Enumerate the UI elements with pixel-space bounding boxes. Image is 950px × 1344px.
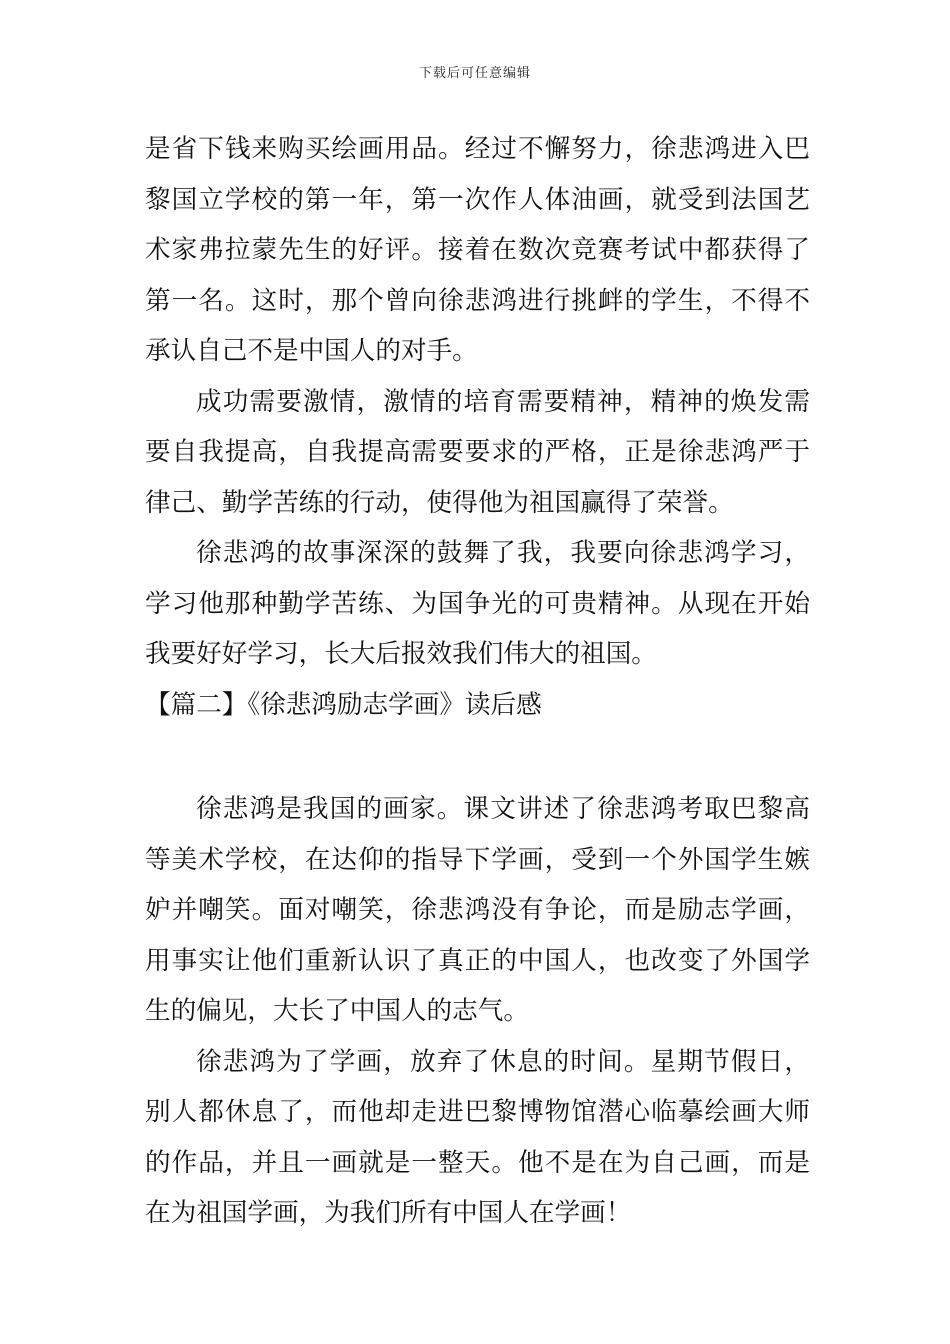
section-title: 【篇二】《徐悲鸿励志学画》读后感 [145,689,542,720]
paragraph-1: 是省下钱来购买绘画用品。经过不懈努力，徐悲鸿进入巴黎国立学校的第一年，第一次作人体油画，就受到法国艺术家弗拉蒙先生的好评。接着在数次竞赛考试中都获得了第一名。这时，那个曾向徐悲鸿进行挑衅的学生，不得不承认自己不是中国人的对手。 [145,134,810,366]
document-body [145,124,810,1239]
paragraph-3: 徐悲鸿的故事深深的鼓舞了我，我要向徐悲鸿学习，学习他那种勤学苦练、为国争光的可贵精神。从现在开始我要好好学习，长大后报效我们伟大的祖国。 [145,538,810,669]
paragraph-2: 成功需要激情，激情的培育需要精神，精神的焕发需要自我提高，自我提高需要要求的严格，正是徐悲鸿严于律己、勤学苦练的行动，使得他为祖国赢得了荣誉。 [145,386,810,518]
paragraph-5: 徐悲鸿为了学画，放弃了休息的时间。星期节假日，别人都休息了，而他却走进巴黎博物馆潜心临摹绘画大师的作品，并且一画就是一整天。他不是在为自己画，而是在为祖国学画，为我们所有中国人在学画！ [145,1046,810,1228]
paragraph-4: 徐悲鸿是我国的画家。课文讲述了徐悲鸿考取巴黎高等美术学校，在达仰的指导下学画，受到一个外国学生嫉妒并嘲笑。面对嘲笑，徐悲鸿没有争论，而是励志学画，用事实让他们重新认识了真正的中国人，也改变了外国学生的偏见，大长了中国人的志气。 [145,794,810,1026]
section-spacer [145,730,810,784]
page-header: 下载后可任意编辑 [418,66,531,81]
